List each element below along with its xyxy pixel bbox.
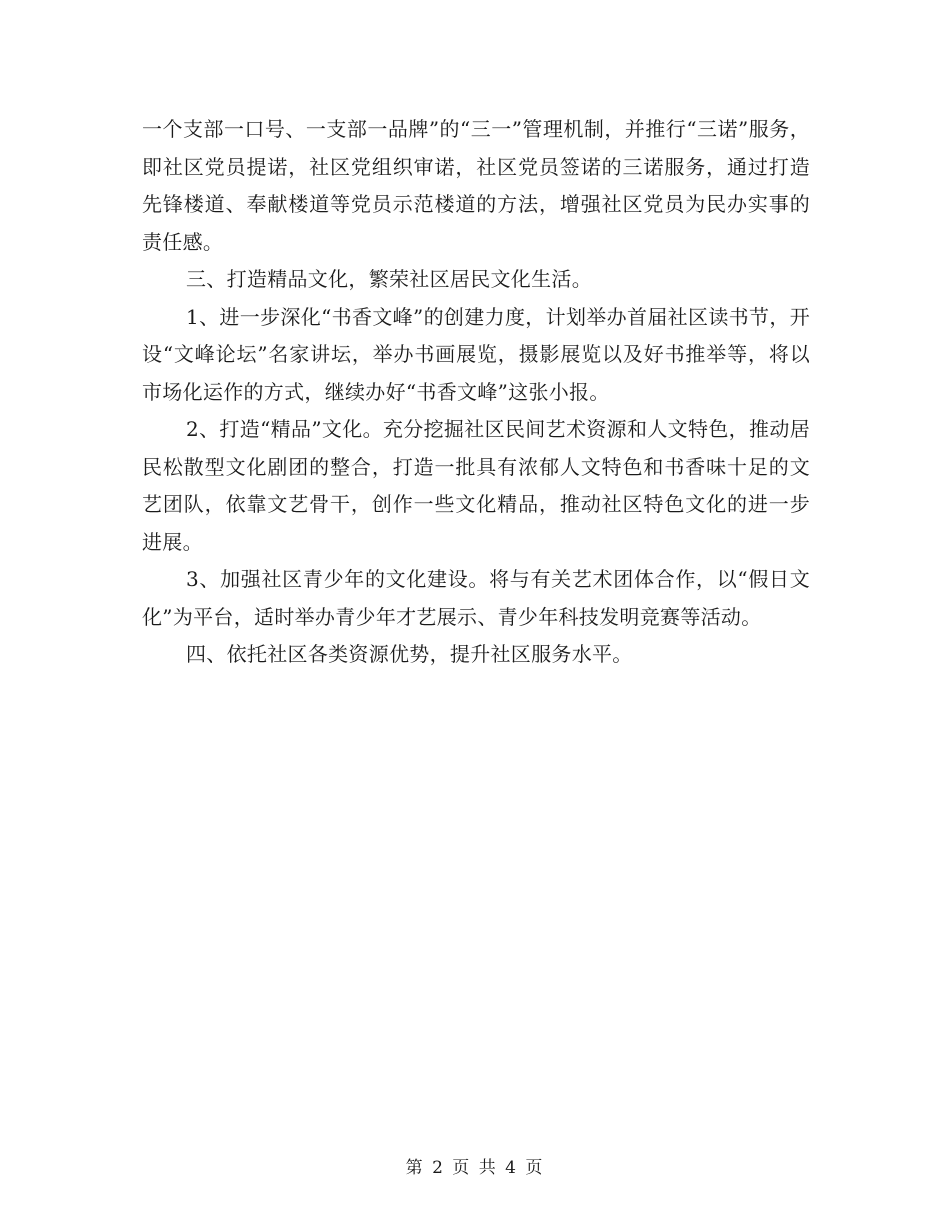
- paragraph-continuation: 一个支部一口号、一支部一品牌”的“三一”管理机制，并推行“三诺”服务，即社区党员提诺，社区党组织审诺，社区党员签诺的三诺服务，通过打造先锋楼道、奉献楼道等党员示范楼道的方法，增强社区党员为民办实事的责任感。: [142, 117, 810, 254]
- paragraph-item-2: 2、打造“精品”文化。充分挖掘社区民间艺术资源和人文特色，推动居民松散型文化剧团的整合，打造一批具有浓郁人文特色和书香味十足的文艺团队，依靠文艺骨干，创作一些文化精品，推动社区特色文化的进一步进展。: [142, 417, 810, 554]
- paragraph-item-3: 3、加强社区青少年的文化建设。将与有关艺术团体合作，以“假日文化”为平台，适时举办青少年才艺展示、青少年科技发明竞赛等活动。: [142, 567, 810, 629]
- paragraph-item-1: 1、进一步深化“书香文峰”的创建力度，计划举办首届社区读书节，开设“文峰论坛”名家讲坛，举办书画展览，摄影展览以及好书推举等，将以市场化运作的方式，继续办好“书香文峰”这张小报。: [142, 304, 810, 404]
- document-body: [142, 111, 810, 674]
- page-number-footer: 第 2 页 共 4 页: [405, 1158, 545, 1178]
- section-heading-3: 三、打造精品文化，繁荣社区居民文化生活。: [186, 267, 592, 291]
- section-heading-4: 四、依托社区各类资源优势，提升社区服务水平。: [186, 642, 633, 666]
